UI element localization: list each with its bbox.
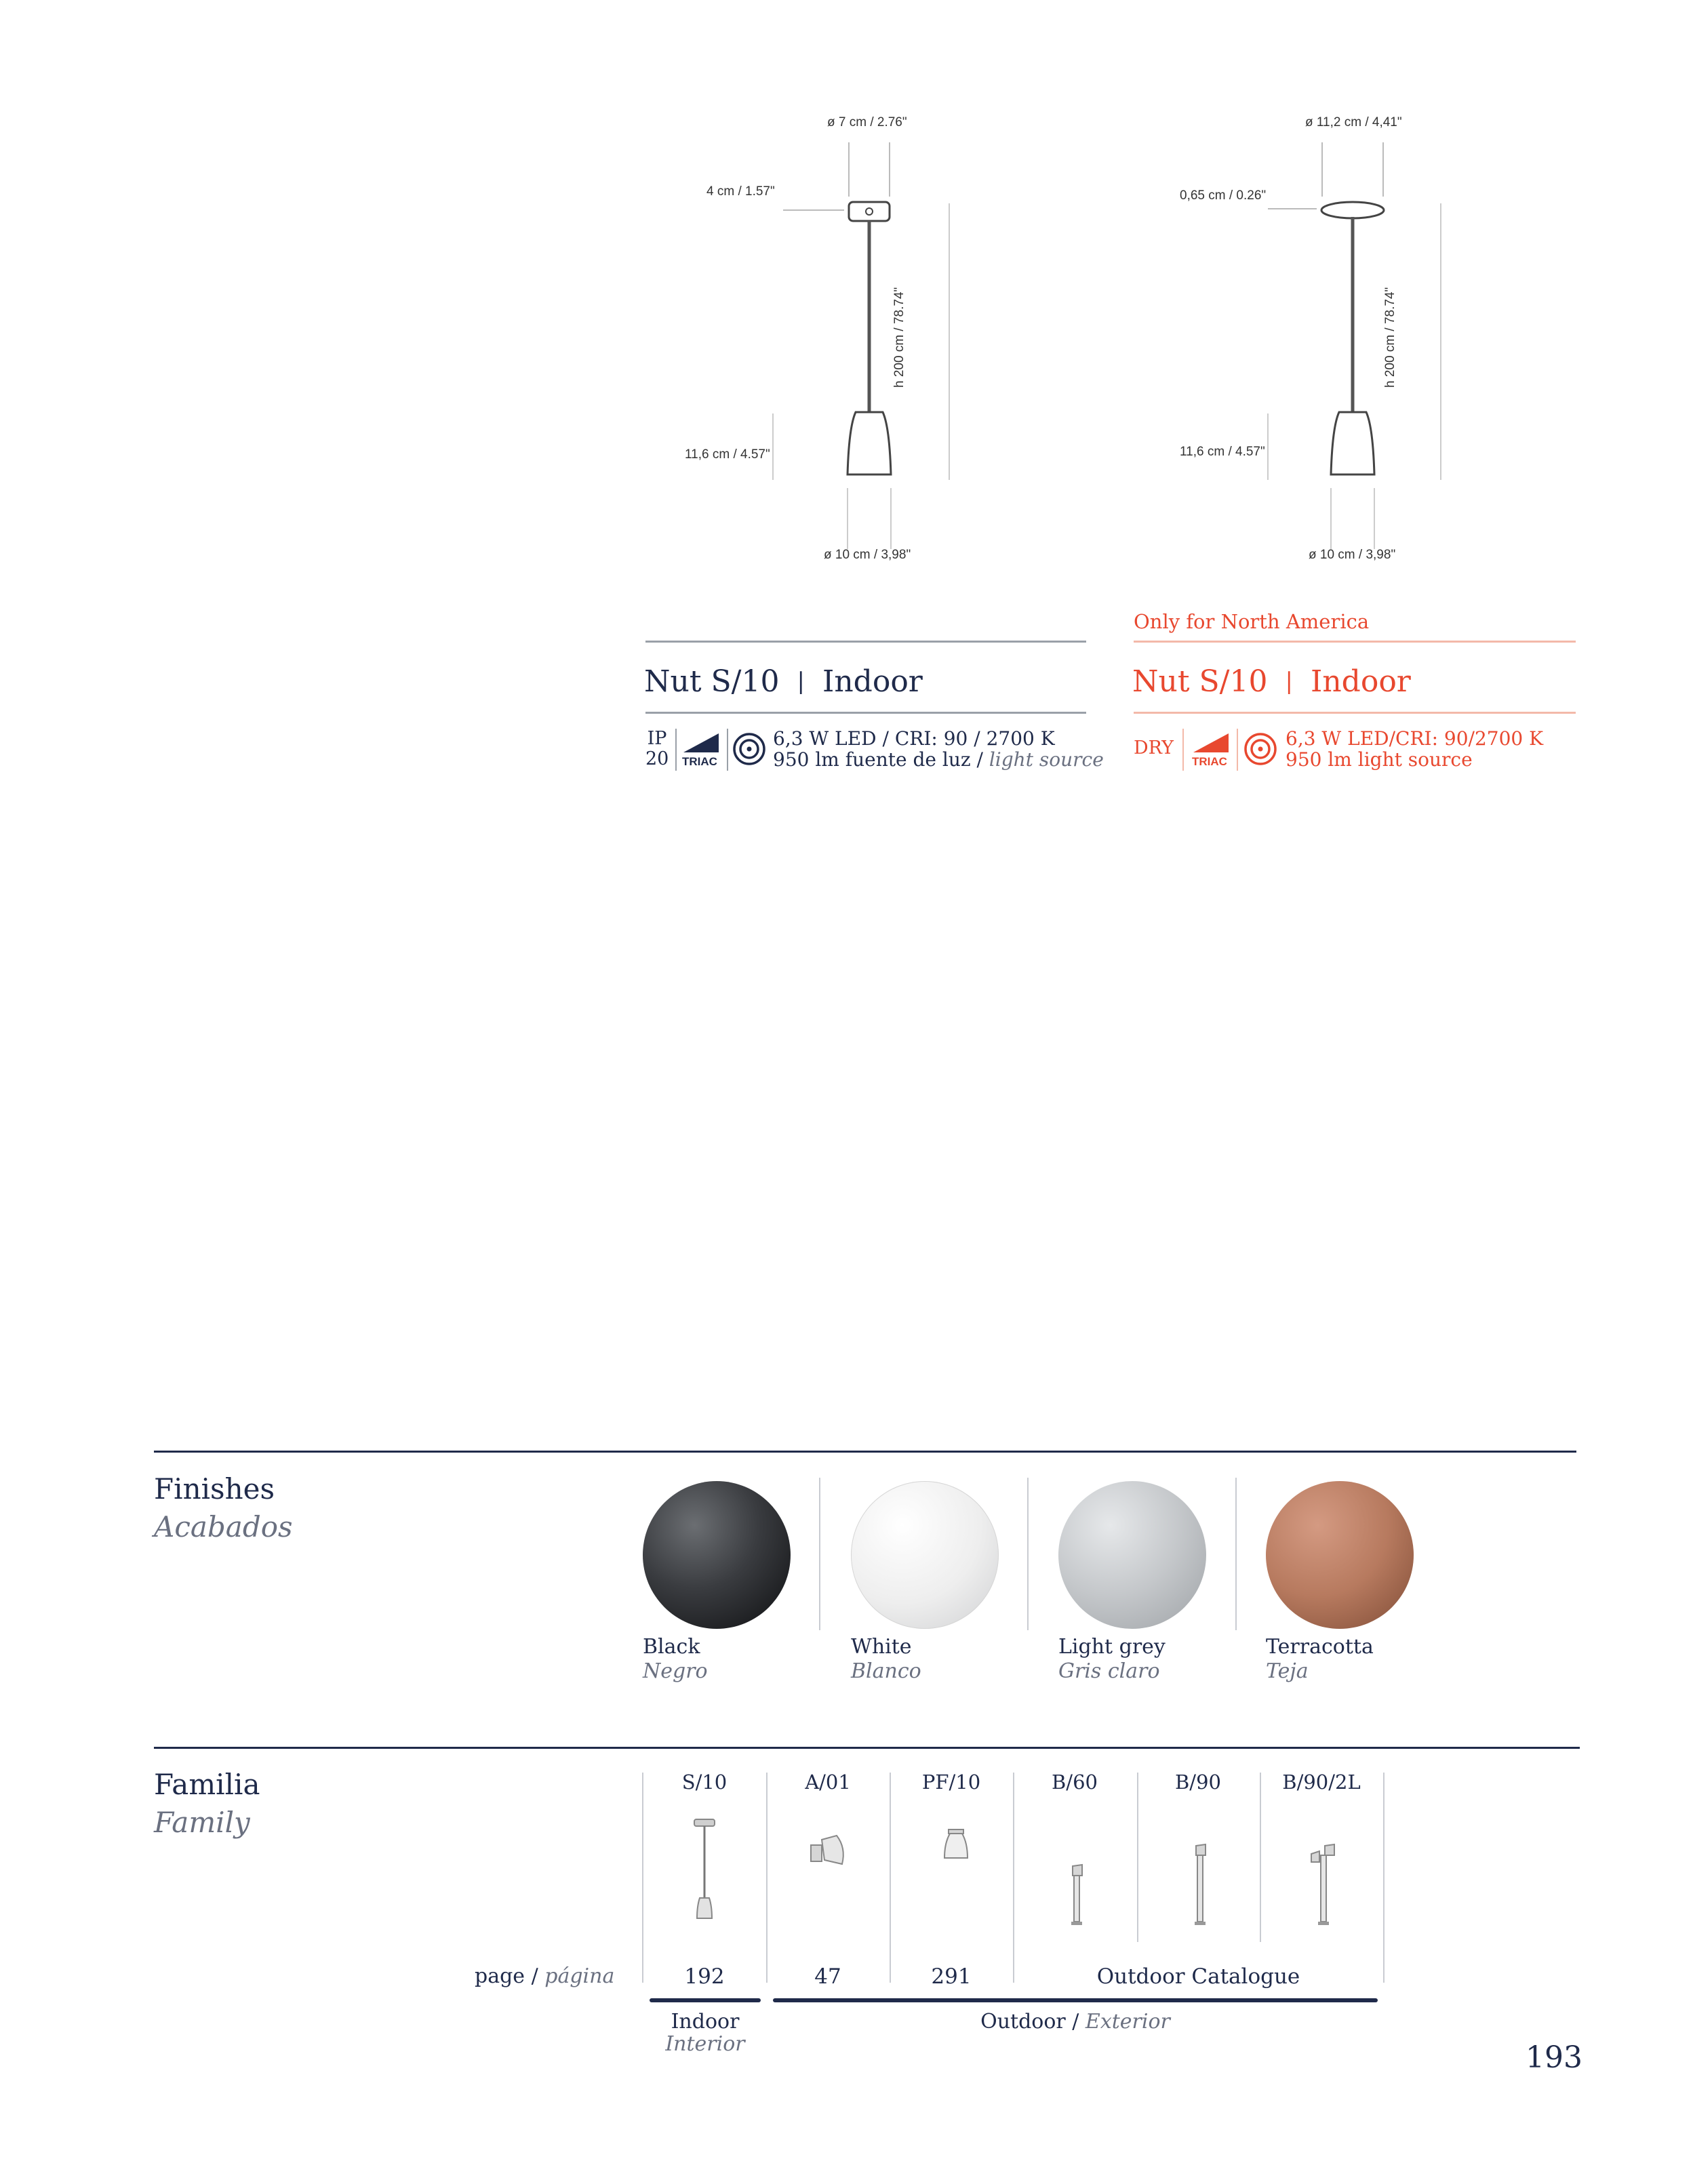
finish-swatch-terracotta [1266, 1481, 1414, 1629]
finish-name-es: Teja [1266, 1659, 1309, 1683]
page-ref-link[interactable]: 192 [684, 1964, 725, 1989]
pendant-drawing-right [1159, 108, 1512, 583]
bollard-b90-2l-icon [1307, 1840, 1341, 1928]
divider [819, 1478, 820, 1630]
family-title: Familia [154, 1768, 260, 1801]
divider [1027, 1478, 1029, 1630]
divider [645, 712, 1086, 714]
spec-line-1: 6,3 W LED / CRI: 90 / 2700 K [773, 727, 1055, 750]
divider [1237, 729, 1238, 771]
divider [1134, 712, 1576, 714]
wall-lamp-a01-icon [807, 1830, 854, 1878]
triac-label: TRIAC [682, 755, 717, 768]
section-divider [154, 1451, 1576, 1453]
divider [1137, 1773, 1138, 1942]
page-label [475, 1964, 614, 1988]
ceiling-lamp-pf10-icon [939, 1827, 973, 1867]
title-separator: | [1285, 668, 1293, 695]
finish-swatch-white [851, 1481, 999, 1629]
ip-rating [645, 729, 669, 769]
section-divider [154, 1747, 1580, 1749]
product-env: Indoor [822, 664, 923, 699]
triac-dimmable-icon [1191, 732, 1231, 770]
dim-bottom-diameter: ø 10 cm / 3,98" [824, 548, 911, 562]
indoor-label: Indoor [671, 2010, 740, 2034]
family-model-label: B/90/2L [1282, 1771, 1361, 1794]
divider [727, 729, 728, 771]
finish-name-es: Gris claro [1058, 1659, 1160, 1683]
outdoor-label [773, 2010, 1378, 2034]
page-ref-link[interactable]: 47 [814, 1964, 841, 1989]
drawing-right [1159, 108, 1512, 583]
outdoor-catalogue-link[interactable]: Outdoor Catalogue [1096, 1964, 1300, 1989]
divider [645, 641, 1086, 643]
dim-shade-height: 11,6 cm / 4.57" [685, 447, 770, 462]
divider [1013, 1773, 1014, 1983]
divider [1182, 729, 1184, 771]
product-name: Nut S/10 [1132, 664, 1268, 699]
pendant-s10-icon [685, 1817, 725, 1925]
finishes-title-es: Acabados [154, 1510, 293, 1543]
dim-shade-height: 11,6 cm / 4.57" [1180, 445, 1265, 459]
family-title-en: Family [154, 1806, 250, 1839]
finish-name: White [851, 1635, 912, 1659]
finish-name-es: Blanco [851, 1659, 921, 1683]
divider [675, 729, 677, 771]
dim-overall-height: h 200 cm / 78.74" [1383, 287, 1397, 388]
pendant-drawing-left [671, 108, 1024, 583]
divider [766, 1773, 768, 1983]
finish-name: Light grey [1058, 1635, 1166, 1659]
dim-canopy-height: 0,65 cm / 0.26" [1180, 188, 1267, 203]
indoor-label-es: Interior [665, 2032, 745, 2056]
triac-dimmable-icon [681, 732, 721, 770]
family-model-label: S/10 [681, 1771, 728, 1794]
page-label-es: página [544, 1964, 615, 1988]
family-model-label: B/90 [1175, 1771, 1221, 1794]
product-title-right [1132, 664, 1411, 699]
spec-light-source-en: light source [989, 748, 1104, 771]
divider [1235, 1478, 1237, 1630]
page-number: 193 [1526, 2040, 1582, 2075]
finish-name: Black [643, 1635, 700, 1659]
spec-light-source: 950 lm fuente de luz / [773, 748, 989, 771]
product-name: Nut S/10 [644, 664, 780, 699]
divider [1260, 1773, 1261, 1942]
dim-bottom-diameter: ø 10 cm / 3,98" [1309, 548, 1396, 562]
page-label-en: page / [475, 1964, 545, 1988]
outdoor-label-es: Exterior [1085, 2010, 1170, 2034]
outdoor-bracket [773, 1998, 1378, 2002]
finish-name: Terracotta [1266, 1635, 1374, 1659]
spec-line-2 [773, 748, 1104, 771]
family-model-label: B/60 [1052, 1771, 1098, 1794]
outdoor-label-en: Outdoor / [980, 2010, 1085, 2034]
dim-canopy-height: 4 cm / 1.57" [706, 184, 775, 199]
bollard-b90-icon [1188, 1840, 1212, 1928]
finish-name-es: Negro [643, 1659, 708, 1683]
triac-label: TRIAC [1192, 755, 1227, 768]
finish-swatch-light-grey [1058, 1481, 1206, 1629]
divider [1134, 641, 1576, 643]
ip-value: 20 [645, 748, 669, 769]
region-note: Only for North America [1134, 610, 1370, 633]
family-model-label: A/01 [805, 1771, 851, 1794]
dim-top-diameter: ø 11,2 cm / 4,41" [1305, 115, 1402, 129]
finish-swatch-black [643, 1481, 791, 1629]
divider [642, 1773, 643, 1983]
page-ref-link[interactable]: 291 [931, 1964, 972, 1989]
ip-label: IP [647, 728, 667, 749]
family-model-label: PF/10 [921, 1771, 981, 1794]
led-source-icon [732, 732, 766, 769]
divider [1383, 1773, 1385, 1983]
finishes-title: Finishes [154, 1472, 275, 1505]
led-source-icon [1243, 732, 1277, 769]
drawing-left [671, 108, 1024, 583]
spec-line-2: 950 lm light source [1286, 748, 1473, 771]
indoor-bracket [650, 1998, 761, 2002]
bollard-b60-icon [1064, 1861, 1089, 1928]
product-title-left [644, 664, 923, 699]
dry-rating: DRY [1134, 737, 1174, 759]
title-separator: | [797, 668, 805, 695]
product-env: Indoor [1310, 664, 1411, 699]
dim-top-diameter: ø 7 cm / 2.76" [827, 115, 907, 129]
dim-overall-height: h 200 cm / 78.74" [892, 287, 907, 388]
divider [890, 1773, 891, 1983]
spec-line-1: 6,3 W LED/CRI: 90/2700 K [1286, 727, 1544, 750]
